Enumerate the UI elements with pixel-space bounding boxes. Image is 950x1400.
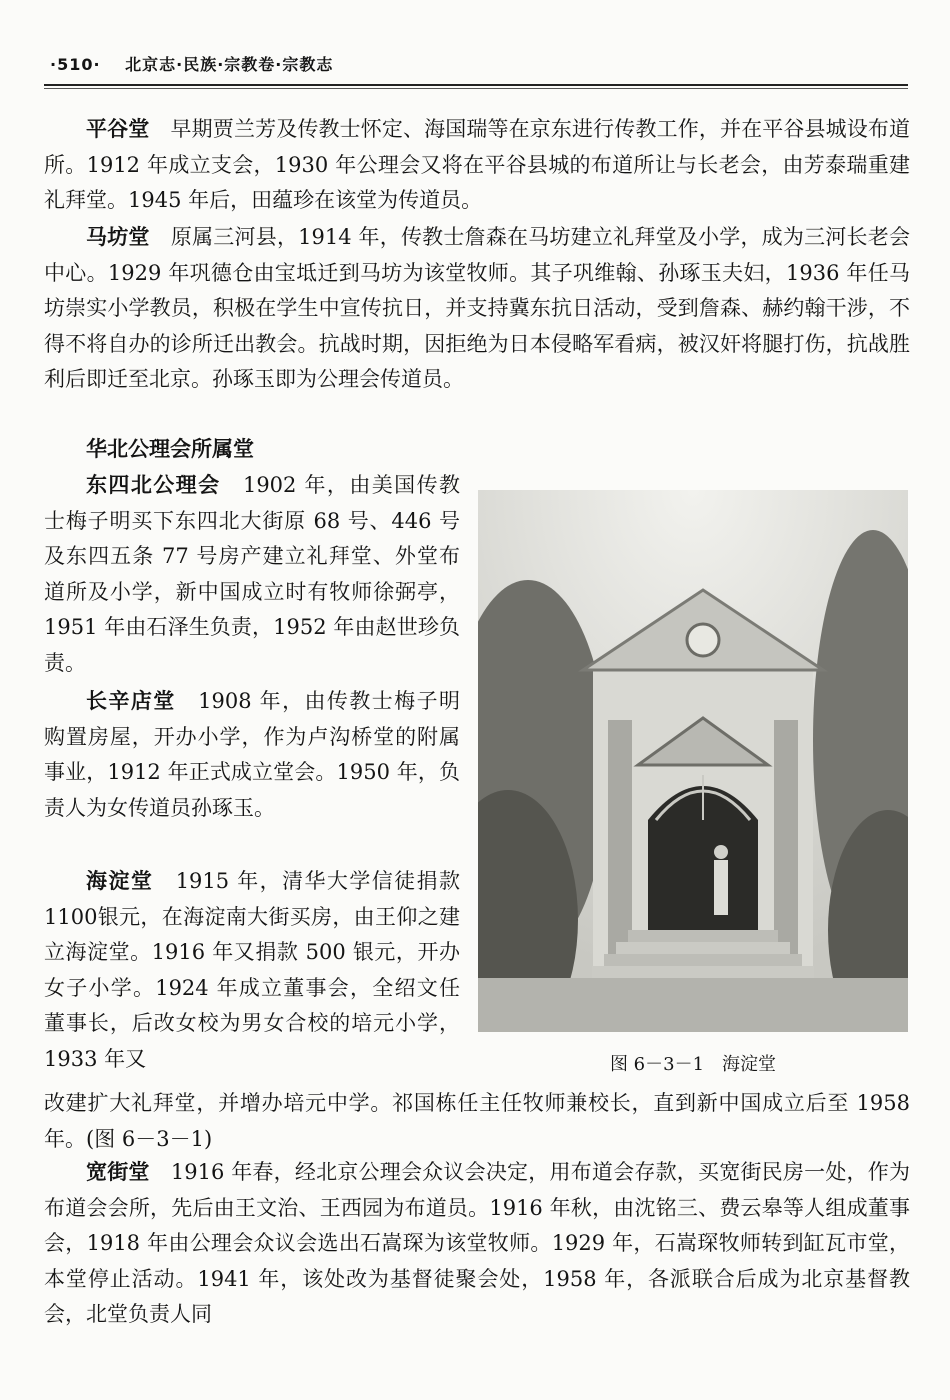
section-haidian-continued: [44, 1086, 910, 1157]
section-kuanjie: [44, 1155, 910, 1333]
section-mafang: [44, 220, 910, 398]
section-body: 1908 年，由传教士梅子明购置房屋，开办小学，作为卢沟桥堂的附属事业，1912 年正式成立堂会。1950 年，负责人为女传道员孙琢玉。: [44, 689, 461, 820]
section-heading: 平谷堂: [86, 117, 150, 141]
section-body: 1915 年，清华大学信徒捐款1100银元，在海淀南大街买房，由王仰之建立海淀堂。1916 年又捐款 500 银元，开办女子小学。1924 年成立董事会，全绍文任董事长，后改女校为男女合校的培元小学，1933 年又: [44, 869, 461, 1071]
book-title: 北京志·民族·宗教卷·宗教志: [125, 55, 334, 74]
running-header: [50, 52, 908, 75]
section-haidian: [44, 864, 460, 1078]
section-body: 1916 年春，经北京公理会众议会决定，用布道会存款，买宽街民房一处，作为布道会会所，先后由王文治、王西园为布道员。1916 年秋，由沈铭三、费云皋等人组成董事会，1918 年由公理会众议会选出石嵩琛为该堂牧师。1929 年，石嵩琛牧师转到缸瓦市堂，本堂停止活动。1941 年，该处改为基督徒聚会处，1958 年，各派联合后成为北京基督教会，北堂负责人同: [44, 1160, 910, 1327]
page-number: ·510·: [50, 55, 101, 74]
section-changxindian: [44, 684, 460, 826]
section-heading: 海淀堂: [86, 869, 154, 893]
section-body: 早期贾兰芳及传教士怀定、海国瑞等在京东进行传教工作，并在平谷县城设布道所。1912 年成立支会，1930 年公理会又将在平谷县城的布道所让与长老会，由芳泰瑞重建礼拜堂。1945 年后，田蕴珍在该堂为传道员。: [44, 117, 911, 213]
section-body: 改建扩大礼拜堂，并增办培元中学。祁国栋任主任牧师兼校长，直到新中国成立后至 1958 年。(图 6－3－1): [44, 1091, 910, 1151]
haidian-church-photo: [478, 490, 908, 1032]
group-heading: 华北公理会所属堂: [86, 437, 254, 461]
header-rule: [44, 84, 908, 86]
section-body: 原属三河县，1914 年，传教士詹森在马坊建立礼拜堂及小学，成为三河长老会中心。1929 年巩德仓由宝坻迁到马坊为该堂牧师。其子巩维翰、孙琢玉夫妇，1936 年任马坊崇实小学教员，积极在学生中宣传抗日，并支持冀东抗日活动，受到詹森、赫约翰干涉，不得不将自办的诊所迁出教会。抗战时期，因拒绝为日本侵略军看病，被汉奸将腿打伤，抗战胜利后即迁至北京。孙琢玉即为公理会传道员。: [44, 225, 910, 392]
section-dongsibei: [44, 468, 460, 682]
section-pinggu: [44, 112, 910, 219]
figure-caption: 图 6－3－1 海淀堂: [609, 1054, 777, 1075]
section-body: 1902 年，由美国传教士梅子明买下东四北大街原 68 号、446 号及东四五条 77 号房产建立礼拜堂、外堂布道所及小学，新中国成立时有牧师徐弼亭，1951 年由石泽生负责，1952 年由赵世珍负责。: [44, 473, 461, 675]
section-heading: 宽街堂: [86, 1160, 150, 1184]
section-heading: 马坊堂: [86, 225, 150, 249]
section-heading: 长辛店堂: [86, 689, 176, 713]
header-rule-thin: [44, 88, 908, 89]
section-heading: 东四北公理会: [86, 473, 221, 497]
section-group-heading: [44, 432, 910, 468]
